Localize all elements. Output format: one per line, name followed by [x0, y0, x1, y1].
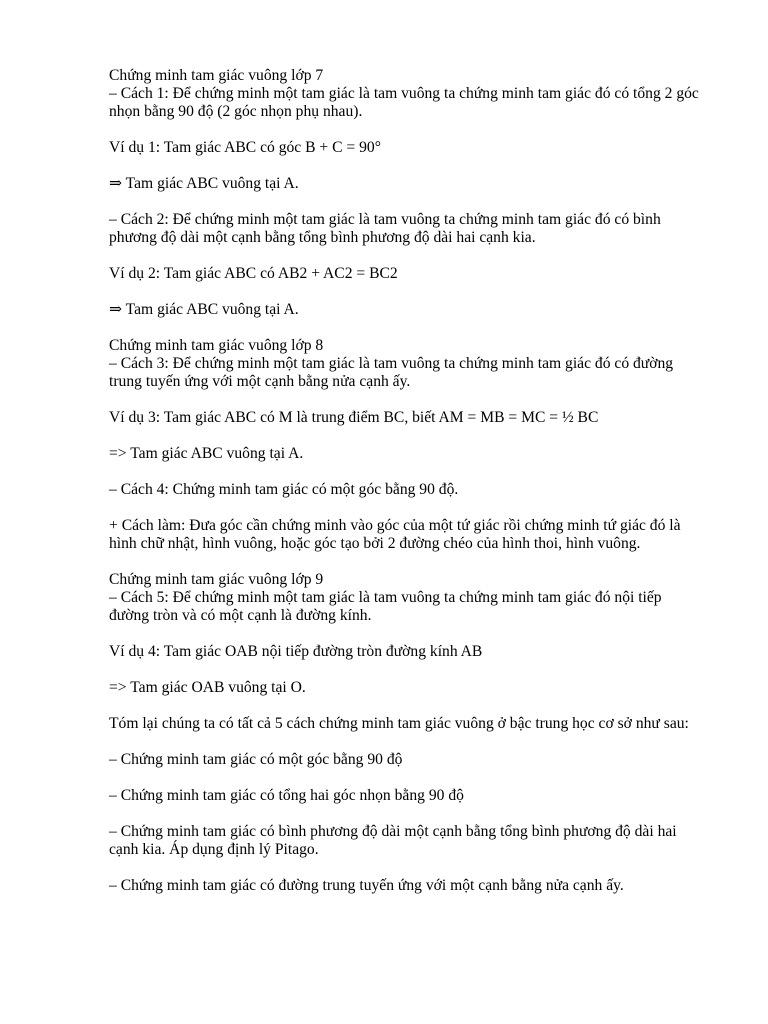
paragraph: ⇒ Tam giác ABC vuông tại A. — [109, 301, 299, 318]
paragraph: + Cách làm: Đưa góc cần chứng minh vào góc của một tứ giác rồi chứng minh tứ giác đó là hình chữ nhật, hình vuông, hoặc góc tạo bởi 2 đường chéo của hình thoi, hình vuông. — [109, 517, 681, 552]
paragraph: – Chứng minh tam giác có tổng hai góc nhọn bằng 90 độ — [109, 787, 464, 804]
paragraph: Ví dụ 1: Tam giác ABC có góc B + C = 90° — [109, 139, 381, 156]
paragraph: ⇒ Tam giác ABC vuông tại A. — [109, 175, 299, 192]
section-heading: Chứng minh tam giác vuông lớp 9 — [109, 571, 324, 588]
paragraph: – Cách 2: Để chứng minh một tam giác là tam vuông ta chứng minh tam giác đó có bình phương độ dài một cạnh bằng tổng bình phương độ dài hai cạnh kia. — [109, 211, 661, 246]
paragraph: – Cách 1: Để chứng minh một tam giác là tam vuông ta chứng minh tam giác đó có tổng 2 góc nhọn bằng 90 độ (2 góc nhọn phụ nhau). — [109, 85, 699, 120]
paragraph: Tóm lại chúng ta có tất cả 5 cách chứng minh tam giác vuông ở bậc trung học cơ sở như sau: — [109, 715, 689, 732]
document-body — [109, 67, 699, 913]
paragraph: – Chứng minh tam giác có bình phương độ dài một cạnh bằng tổng bình phương độ dài hai cạnh kia. Áp dụng định lý Pitago. — [109, 823, 677, 858]
section-heading: Chứng minh tam giác vuông lớp 7 — [109, 67, 324, 84]
paragraph: – Chứng minh tam giác có đường trung tuyến ứng với một cạnh bằng nửa cạnh ấy. — [109, 877, 624, 894]
paragraph: – Cách 5: Để chứng minh một tam giác là tam vuông ta chứng minh tam giác đó nội tiếp đường tròn và có một cạnh là đường kính. — [109, 589, 662, 624]
paragraph: => Tam giác ABC vuông tại A. — [109, 445, 304, 462]
paragraph: Ví dụ 3: Tam giác ABC có M là trung điểm BC, biết AM = MB = MC = ½ BC — [109, 409, 599, 426]
paragraph: Ví dụ 2: Tam giác ABC có AB2 + AC2 = BC2 — [109, 265, 398, 282]
paragraph: – Cách 4: Chứng minh tam giác có một góc bằng 90 độ. — [109, 481, 459, 498]
paragraph: Ví dụ 4: Tam giác OAB nội tiếp đường tròn đường kính AB — [109, 643, 483, 660]
paragraph: – Cách 3: Để chứng minh một tam giác là tam vuông ta chứng minh tam giác đó có đường trung tuyến ứng với một cạnh bằng nửa cạnh ấy. — [109, 355, 674, 390]
section-heading: Chứng minh tam giác vuông lớp 8 — [109, 337, 324, 354]
paragraph: – Chứng minh tam giác có một góc bằng 90 độ — [109, 751, 403, 768]
paragraph: => Tam giác OAB vuông tại O. — [109, 679, 306, 696]
